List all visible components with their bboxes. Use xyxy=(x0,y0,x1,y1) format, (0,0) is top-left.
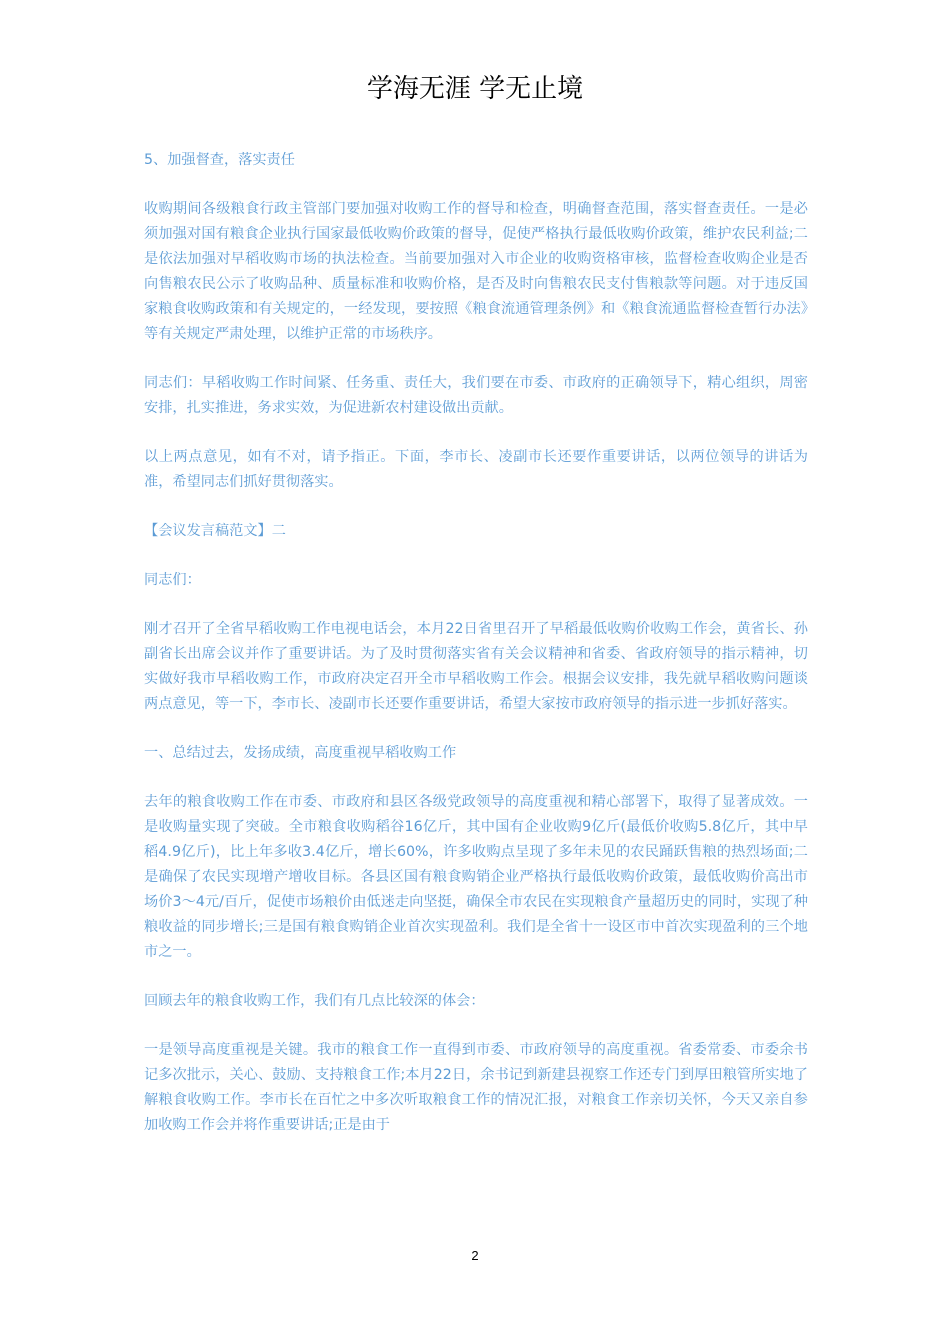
paragraph: 以上两点意见，如有不对，请予指正。下面，李市长、凌副市长还要作重要讲话，以两位领导的讲话为准，希望同志们抓好贯彻落实。 xyxy=(144,449,808,490)
section-heading: 5、加强督查，落实责任 xyxy=(144,152,295,168)
section-heading: 【会议发言稿范文】二 xyxy=(144,523,286,539)
section-heading: 一、总结过去，发扬成绩，高度重视早稻收购工作 xyxy=(144,745,457,761)
paragraph: 一是领导高度重视是关键。我市的粮食工作一直得到市委、市政府领导的高度重视。省委常委、市委余书记多次批示，关心、鼓励、支持粮食工作;本月22日，余书记到新建县视察工作还专门到厚田粮管所实地了解粮食收购工作。李市长在百忙之中多次听取粮食工作的情况汇报，对粮食工作亲切关怀，今天又亲自参加收购工作会并将作重要讲话;正是由于 xyxy=(144,1042,808,1133)
page-number: 2 xyxy=(471,1248,479,1263)
document-body xyxy=(144,148,808,1162)
paragraph: 同志们：早稻收购工作时间紧、任务重、责任大，我们要在市委、市政府的正确领导下，精心组织，周密安排，扎实推进，务求实效，为促进新农村建设做出贡献。 xyxy=(144,375,808,416)
paragraph: 去年的粮食收购工作在市委、市政府和县区各级党政领导的高度重视和精心部署下，取得了显著成效。一是收购量实现了突破。全市粮食收购稻谷16亿斤，其中国有企业收购9亿斤(最低价收购5.8亿斤，其中早稻4.9亿斤)，比上年多收3.4亿斤，增长60%，许多收购点呈现了多年未见的农民踊跃售粮的热烈场面;二是确保了农民实现增产增收目标。各县区国有粮食购销企业严格执行最低收购价政策，最低收购价高出市场价3～4元/百斤，促使市场粮价由低迷走向坚挺，确保全市农民在实现粮食产量超历史的同时，实现了种粮收益的同步增长;三是国有粮食购销企业首次实现盈利。我们是全省十一设区市中首次实现盈利的三个地市之一。 xyxy=(144,794,808,960)
paragraph: 回顾去年的粮食收购工作，我们有几点比较深的体会： xyxy=(144,993,485,1009)
paragraph: 收购期间各级粮食行政主管部门要加强对收购工作的督导和检查，明确督查范围，落实督查责任。一是必须加强对国有粮食企业执行国家最低收购价政策的督导，促使严格执行最低收购价政策，维护农民利益;二是依法加强对早稻收购市场的执法检查。当前要加强对入市企业的收购资格审核，监督检查收购企业是否向售粮农民公示了收购品种、质量标准和收购价格，是否及时向售粮农民支付售粮款等问题。对于违反国家粮食收购政策和有关规定的，一经发现，要按照《粮食流通管理条例》和《粮食流通监督检查暂行办法》等有关规定严肃处理，以维护正常的市场秩序。 xyxy=(144,201,808,342)
paragraph: 刚才召开了全省早稻收购工作电视电话会，本月22日省里召开了早稻最低收购价收购工作会，黄省长、孙副省长出席会议并作了重要讲话。为了及时贯彻落实省有关会议精神和省委、省政府领导的指示精神，切实做好我市早稻收购工作，市政府决定召开全市早稻收购工作会。根据会议安排，我先就早稻收购问题谈两点意见，等一下，李市长、凌副市长还要作重要讲话，希望大家按市政府领导的指示进一步抓好落实。 xyxy=(144,621,808,712)
paragraph: 同志们： xyxy=(144,572,201,588)
page-header: 学海无涯 学无止境 xyxy=(366,74,584,104)
